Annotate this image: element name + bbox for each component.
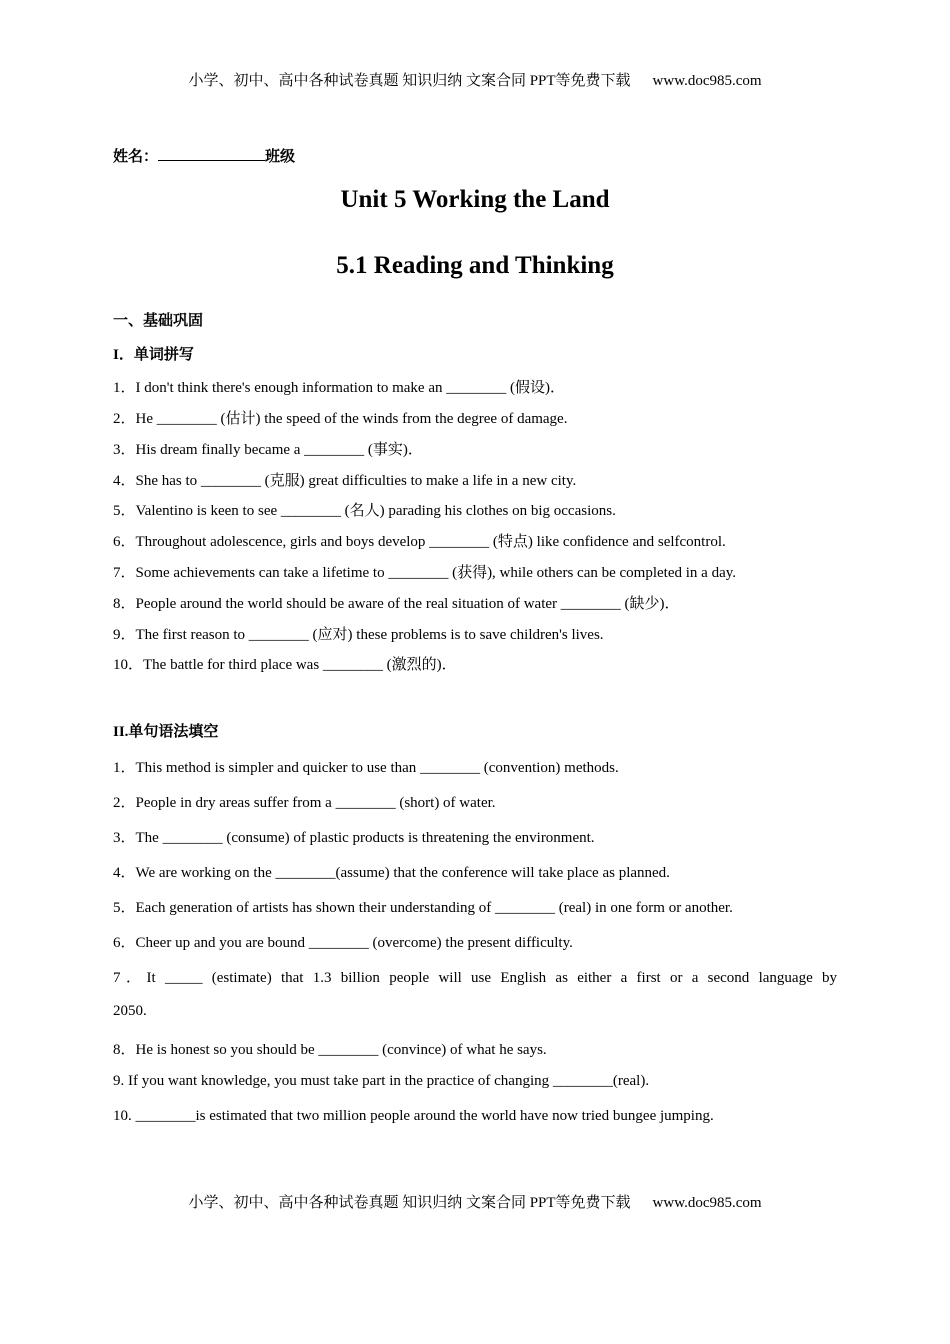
part2-item: 1．This method is simpler and quicker to use than ________ (convention) methods. — [113, 760, 619, 776]
part2-item: 5．Each generation of artists has shown their understanding of ________ (real) in one form or another. — [113, 900, 733, 916]
class-label: 班级 — [265, 149, 296, 165]
name-label: 姓名： — [113, 149, 159, 165]
document-subtitle: 5.1 Reading and Thinking — [336, 252, 614, 279]
page-header — [0, 69, 950, 90]
part1-item: 2．He ________ (估计) the speed of the winds from the degree of damage. — [113, 411, 568, 427]
footer-site: www.doc985.com — [652, 1195, 762, 1211]
section-basic: 一、基础巩固 — [113, 313, 204, 329]
header-text: 小学、初中、高中各种试卷真题 知识归纳 文案合同 PPT等免费下载 — [188, 73, 631, 89]
part1-heading: I．单词拼写 — [113, 347, 194, 363]
part1-item: 1．I don't think there's enough information to make an ________ (假设)． — [113, 380, 565, 396]
part1-item: 3．His dream finally became a ________ (事实)． — [113, 442, 423, 458]
part1-item: 8．People around the world should be aware of the real situation of water ________ (缺少)． — [113, 596, 680, 612]
part1-item: 5．Valentino is keen to see ________ (名人) parading his clothes on big occasions. — [113, 503, 616, 519]
header-site: www.doc985.com — [652, 73, 762, 89]
part2-item: 8．He is honest so you should be ________ (convince) of what he says. — [113, 1042, 547, 1058]
part1-item: 7．Some achievements can take a lifetime to ________ (获得), while others can be completed in a day. — [113, 565, 736, 581]
document-title: Unit 5 Working the Land — [340, 186, 610, 213]
name-blank — [158, 146, 265, 161]
part2-item: 7．It _____ (estimate) that 1.3 billion people will use English as either a first or a second language by — [113, 970, 837, 986]
part2-item: 6．Cheer up and you are bound ________ (overcome) the present difficulty. — [113, 935, 573, 951]
name-class-line — [113, 145, 295, 166]
part1-item: 4．She has to ________ (克服) great difficulties to make a life in a new city. — [113, 473, 577, 489]
part2-item: 9. If you want knowledge, you must take part in the practice of changing ________(real). — [113, 1073, 650, 1089]
part2-item-continuation: 2050. — [113, 1003, 147, 1019]
part2-item: 4．We are working on the ________(assume) that the conference will take place as planned. — [113, 865, 670, 881]
footer-text: 小学、初中、高中各种试卷真题 知识归纳 文案合同 PPT等免费下载 — [188, 1195, 631, 1211]
part2-heading: II.单句语法填空 — [113, 724, 219, 740]
part1-item: 10．The battle for third place was ________ (激烈的)． — [113, 657, 457, 673]
part2-item: 10. ________is estimated that two million people around the world have now tried bungee jumping. — [113, 1108, 714, 1124]
part1-item: 6．Throughout adolescence, girls and boys develop ________ (特点) like confidence and selfcontrol. — [113, 534, 726, 550]
part2-item: 2．People in dry areas suffer from a ________ (short) of water. — [113, 795, 496, 811]
page-footer — [0, 1191, 950, 1212]
part1-item: 9．The first reason to ________ (应对) these problems is to save children's lives. — [113, 627, 604, 643]
part2-item: 3．The ________ (consume) of plastic products is threatening the environment. — [113, 830, 595, 846]
